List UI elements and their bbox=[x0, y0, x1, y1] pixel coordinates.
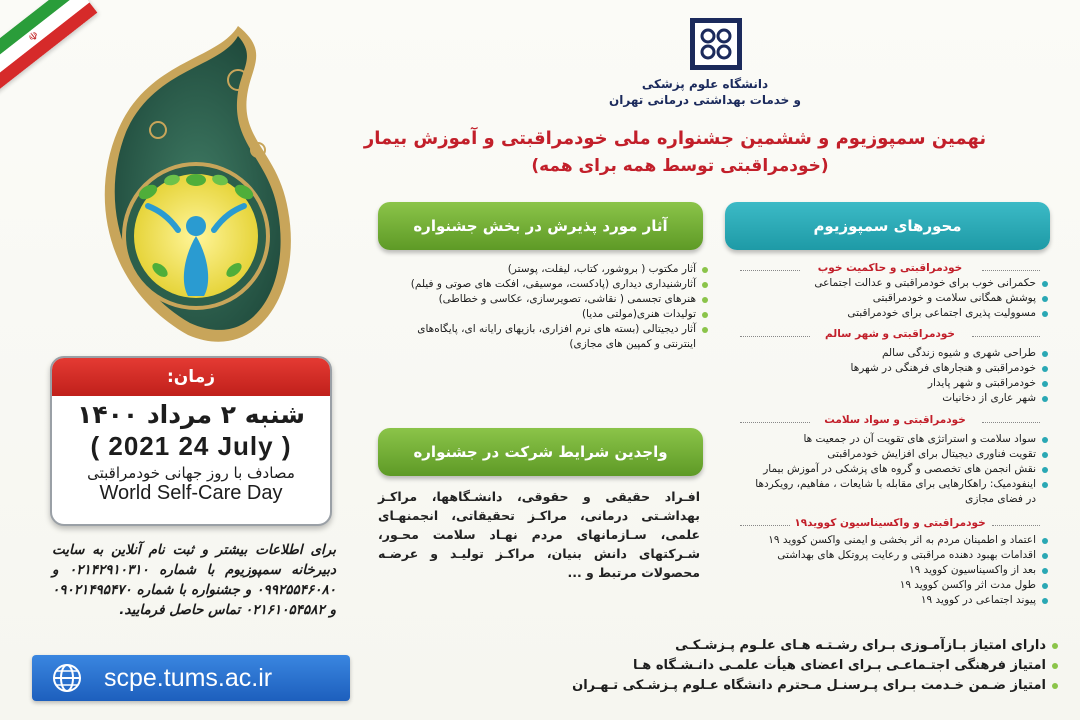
list-item: طول مدت اثر واکسن کووید ۱۹ bbox=[750, 578, 1050, 593]
symposium-section-heading: خودمراقبتی و سواد سلامت bbox=[824, 414, 966, 426]
list-item: امتیاز ضـمن خـدمت بـرای پـرسنـل مـحترم دانشگاه عـلوم پـزشـکی تـهـران bbox=[500, 676, 1060, 696]
contact-info: برای اطلاعات بیشتر و ثبت نام آنلاین به سایت دبیرخانه سمپوزیوم با شماره ۰۲۱۴۲۹۱۰۳۱۰ و ۰۹۹۲۵۵۴۶۰۸۰ و جشنواره با شماره ۰۹۰۲۱۴۹۵۴۷۰ و ۰۲۱۶۱۰۵۴۵۸۲ تماس حاصل فرمایید. bbox=[52, 542, 336, 618]
page-title: نهمین سمپوزیوم و ششمین جشنواره ملی خودمراقبتی و آموزش بیمار bbox=[363, 128, 987, 149]
eligibility-header: واجدین شرایط شرکت در جشنواره bbox=[378, 428, 703, 476]
website-link[interactable] bbox=[32, 655, 350, 701]
symposium-section-list bbox=[750, 432, 1050, 507]
divider bbox=[740, 270, 800, 271]
date-card-label: زمان: bbox=[52, 358, 330, 396]
symposium-section-heading: خودمراقبتی و شهر سالم bbox=[825, 328, 955, 340]
website-url[interactable]: scpe.tums.ac.ir bbox=[104, 663, 273, 692]
coincide-text: مصادف با روز جهانی خودمراقبتی bbox=[87, 464, 295, 482]
list-item: تقویت فناوری دیجیتال برای افزایش خودمراقبتی bbox=[750, 447, 1050, 462]
festival-header: آثار مورد پذیرش در بخش جشنواره bbox=[378, 202, 703, 250]
page-subtitle: (خودمراقبتی توسط همه برای همه) bbox=[531, 156, 829, 176]
list-item: شهر عاری از دخانیات bbox=[750, 391, 1050, 406]
list-item: اعتماد و اطمینان مردم به اثر بخشی و ایمنی واکسن کووید ۱۹ bbox=[750, 533, 1050, 548]
list-item: بعد از واکسیناسیون کووید ۱۹ bbox=[750, 563, 1050, 578]
flag-emblem-icon: ☫ bbox=[25, 28, 42, 45]
list-item: آثار دیجیتالی (بسته های نرم افزاری، بازیهای رایانه ای، پایگاه‌های اینترنتی و کمپین های مجازی) bbox=[390, 322, 710, 352]
university-name-line1: دانشگاه علوم پزشکی bbox=[641, 77, 769, 91]
globe-icon bbox=[52, 663, 82, 693]
list-item: سواد سلامت و استراتژی های تقویت آن در جمعیت ها bbox=[750, 432, 1050, 447]
symposium-section-list bbox=[750, 276, 1050, 321]
university-logo bbox=[686, 14, 746, 74]
university-name bbox=[600, 76, 810, 108]
date-card bbox=[50, 356, 332, 526]
list-item: پوشش همگانی سلامت و خودمراقبتی bbox=[750, 291, 1050, 306]
divider bbox=[740, 525, 790, 526]
divider bbox=[982, 422, 1040, 423]
university-name-line2: و خدمات بهداشتی درمانی تهران bbox=[609, 93, 801, 107]
divider bbox=[740, 336, 810, 337]
symposium-section-list bbox=[750, 533, 1050, 608]
gregorian-date: ( 2021 24 July ) bbox=[90, 431, 292, 461]
list-item: دارای امتیاز بـازآمـوزی بـرای رشـتـه هـای علـوم پـزشـکـی bbox=[500, 636, 1060, 656]
eligibility-text: افـراد حقیقی و حقوقی، دانشـگاهها، مراکـز بهداشـتی درمانی، مراکـز تحقیقاتی، انجمنهـای علمی، سـازمانهای مردم نهـاد سلامت محـور، شـرکتهای دانش بنیان، مراکـز تولیـد و عرضـه محصولات مرتبط و ... bbox=[378, 489, 700, 580]
benefits-list bbox=[500, 636, 1060, 696]
symposium-section-list bbox=[750, 346, 1050, 406]
list-item: نقش انجمن های تخصصی و گروه های پزشکی در آموزش بیمار bbox=[750, 462, 1050, 477]
paisley-svg bbox=[88, 20, 298, 350]
symposium-section-heading: خودمراقبتی و واکسیناسیون کووید۱۹ bbox=[794, 517, 986, 529]
list-item: پیوند اجتماعی در کووید ۱۹ bbox=[750, 593, 1050, 608]
world-self-care-day: World Self-Care Day bbox=[99, 482, 283, 504]
divider bbox=[972, 336, 1040, 337]
paisley-illustration bbox=[88, 20, 298, 350]
list-item: طراحی شهری و شیوه زندگی سالم bbox=[750, 346, 1050, 361]
list-item: خودمراقبتی و شهر پایدار bbox=[750, 376, 1050, 391]
university-logo-icon bbox=[686, 14, 746, 74]
list-item: امتیاز فرهنگی اجتـماعـی بـرای اعضای هیأت علمـی دانـشـگاه هـا bbox=[500, 656, 1060, 676]
list-item: آثارشنیداری دیداری (پادکست، موسیقی، افکت های صوتی و فیلم) bbox=[390, 277, 710, 292]
list-item: مسوولیت پذیری اجتماعی برای خودمراقبتی bbox=[750, 306, 1050, 321]
list-item: اقدامات بهبود دهنده مراقبتی و رعایت پروتکل های بهداشتی bbox=[750, 548, 1050, 563]
divider bbox=[982, 270, 1040, 271]
festival-works-list bbox=[390, 262, 710, 352]
list-item: اینفودمیک: راهکارهایی برای مقابله با شایعات ، مفاهیم، رویکردها در فضای مجازی bbox=[750, 477, 1050, 507]
iran-flag-ribbon bbox=[0, 0, 97, 99]
list-item: تولیدات هنری(مولتی مدیا) bbox=[390, 307, 710, 322]
list-item: حکمرانی خوب برای خودمراقبتی و عدالت اجتماعی bbox=[750, 276, 1050, 291]
persian-date: شنبه ۲ مرداد ۱۴۰۰ bbox=[77, 400, 305, 429]
list-item: هنرهای تجسمی ( نقاشی، تصویرسازی، عکاسی و خطاطی) bbox=[390, 292, 710, 307]
list-item: آثار مکتوب ( بروشور، کتاب، لیفلت، پوستر) bbox=[390, 262, 710, 277]
symposium-section-heading: خودمراقبتی و حاکمیت خوب bbox=[817, 262, 963, 274]
list-item: خودمراقبتی و هنجارهای فرهنگی در شهرها bbox=[750, 361, 1050, 376]
symposium-header: محورهای سمپوزیوم bbox=[725, 202, 1050, 250]
divider bbox=[992, 525, 1040, 526]
divider bbox=[740, 422, 810, 423]
